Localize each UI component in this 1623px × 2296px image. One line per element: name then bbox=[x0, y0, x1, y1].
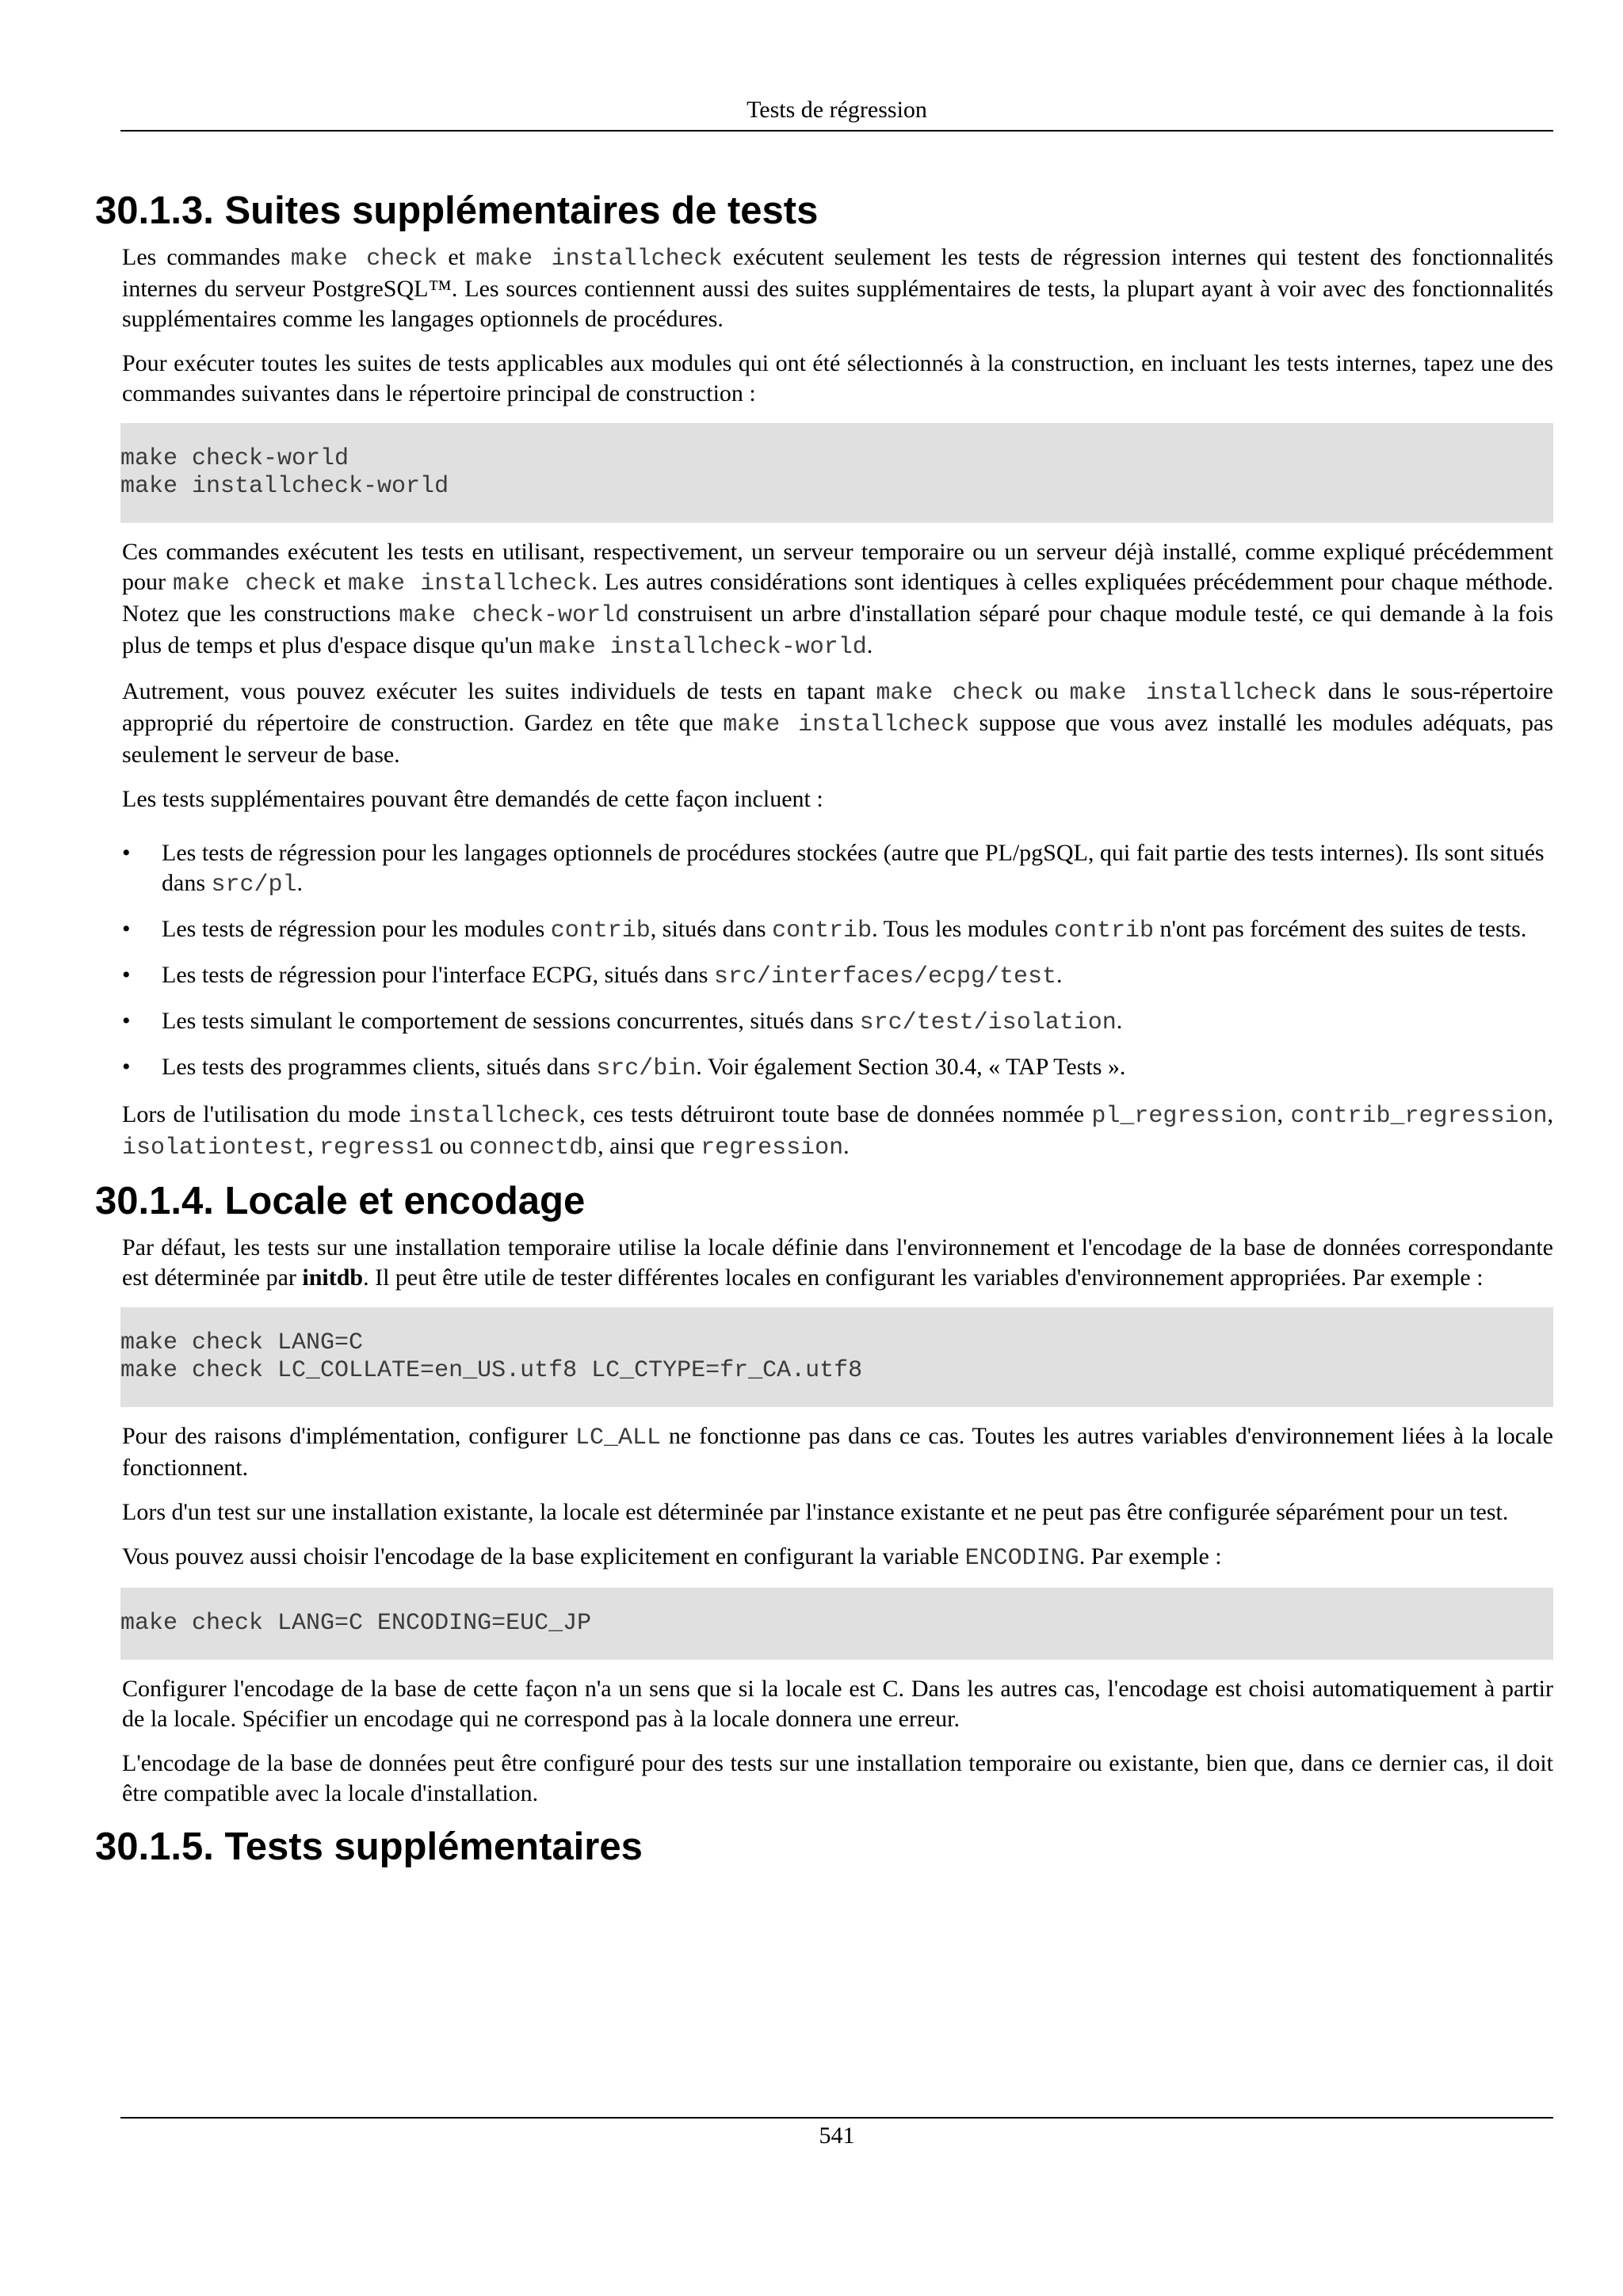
text: n'ont pas forcément des suites de tests. bbox=[1154, 916, 1527, 942]
paragraph bbox=[122, 677, 1553, 770]
text: ou bbox=[1023, 678, 1070, 704]
list-item bbox=[95, 838, 1553, 900]
paragraph bbox=[122, 1421, 1553, 1483]
text: ou bbox=[433, 1133, 470, 1159]
inline-code: contrib bbox=[550, 917, 651, 944]
bullet-icon: • bbox=[122, 840, 131, 866]
bullet-icon: • bbox=[122, 916, 131, 942]
text: , bbox=[1547, 1101, 1554, 1127]
inline-code: make check bbox=[172, 570, 317, 597]
command-name: initdb bbox=[302, 1264, 364, 1291]
text: construisent un arbre d'installation séparé pour chaque module testé, ce qui demande à la fois plus de temps et plus d'espace disque qu'un bbox=[122, 601, 1554, 658]
paragraph: L'encodage de la base de données peut être configuré pour des tests sur une installation temporaire ou existante, bien que, dans ce dernier cas, il doit être compatible avec la locale d'installation. bbox=[122, 1750, 1553, 1806]
text: Ces commandes exécutent les tests en utilisant, respectivement, un serveur temporaire ou un serveur déjà installé, comme expliqué précédemment pour bbox=[122, 539, 1553, 595]
text: ne fonctionne pas dans ce cas. Toutes les autres variables d'environnement liées à la locale fonctionnent. bbox=[122, 1423, 1553, 1481]
paragraph bbox=[122, 1542, 1553, 1573]
code-block: make check LANG=C make check LC_COLLATE=en_US.utf8 LC_CTYPE=fr_CA.utf8 bbox=[120, 1307, 1553, 1407]
text: . Tous les modules bbox=[872, 916, 1054, 942]
bullet-icon: • bbox=[122, 962, 131, 988]
inline-code: LC_ALL bbox=[575, 1425, 662, 1451]
text: . bbox=[1116, 1008, 1123, 1034]
paragraph bbox=[122, 1233, 1553, 1293]
text: Lors de l'utilisation du mode bbox=[122, 1101, 409, 1127]
paragraph: Les tests supplémentaires pouvant être demandés de cette façon incluent : bbox=[122, 786, 823, 812]
text: . Il peut être utile de tester différentes locales en configurant les variables d'environnement appropriées. Par exemple : bbox=[363, 1264, 1484, 1291]
inline-code: make installcheck bbox=[723, 711, 970, 738]
page-number: 541 bbox=[819, 2122, 855, 2149]
text: Autrement, vous pouvez exécuter les suites individuels de tests en tapant bbox=[122, 678, 876, 704]
section-body-30-1-3 bbox=[122, 242, 1553, 409]
section-body-30-1-4-cont bbox=[122, 1421, 1553, 1573]
text: et bbox=[316, 569, 348, 595]
text: . bbox=[1056, 962, 1063, 988]
text: , situés dans bbox=[650, 916, 773, 942]
section-body-30-1-3-cont bbox=[122, 537, 1553, 814]
inline-code: make installcheck bbox=[347, 570, 592, 597]
list-item bbox=[95, 1006, 1553, 1038]
inline-code: connectdb bbox=[469, 1135, 598, 1161]
text: et bbox=[437, 244, 476, 270]
section-body-30-1-4 bbox=[122, 1233, 1553, 1293]
text: Vous pouvez aussi choisir l'encodage de la base explicitement en configurant la variable bbox=[122, 1543, 965, 1569]
header-rule bbox=[120, 130, 1553, 132]
text: . Les autres considérations sont identiques à celles expliquées précédemment pour chaque méthode. Notez que les constructions bbox=[122, 569, 1554, 627]
section-heading-30-1-3: 30.1.3. Suites supplémentaires de tests bbox=[95, 189, 819, 232]
text: Pour des raisons d'implémentation, configurer bbox=[122, 1423, 576, 1449]
inline-code: isolationtest bbox=[122, 1135, 308, 1161]
inline-code: make installcheck-world bbox=[538, 634, 867, 661]
inline-code: src/test/isolation bbox=[859, 1009, 1117, 1036]
bullet-icon: • bbox=[122, 1008, 131, 1034]
section-heading-30-1-4: 30.1.4. Locale et encodage bbox=[95, 1180, 586, 1222]
inline-code: src/interfaces/ecpg/test bbox=[713, 963, 1056, 990]
text: . bbox=[296, 870, 304, 896]
inline-code: make check-world bbox=[399, 602, 629, 629]
text: , ainsi que bbox=[598, 1133, 701, 1159]
inline-code: pl_regression bbox=[1091, 1103, 1277, 1130]
section-heading-30-1-5: 30.1.5. Tests supplémentaires bbox=[95, 1825, 643, 1868]
list-item bbox=[95, 960, 1553, 992]
inline-code: src/bin bbox=[596, 1055, 697, 1082]
inline-code: make check bbox=[290, 246, 438, 273]
section-body-30-1-3-end bbox=[122, 1100, 1553, 1163]
list-item bbox=[95, 1052, 1553, 1084]
page-content bbox=[95, 187, 1553, 1878]
inline-code: src/pl bbox=[211, 871, 297, 898]
text: . Voir également Section 30.4, « TAP Tests ». bbox=[696, 1054, 1126, 1080]
paragraph: Lors d'un test sur une installation existante, la locale est déterminée par l'instance existante et ne peut pas être configurée séparément pour un test. bbox=[122, 1499, 1509, 1525]
paragraph: Configurer l'encodage de la base de cette façon n'a un sens que si la locale est C. Dans les autres cas, l'encodage est choisi automatiquement à partir de la locale. Spécifier un encodage qui ne correspond pas à la locale donnera une erreur. bbox=[122, 1676, 1553, 1732]
text: Les tests de régression pour l'interface ECPG, situés dans bbox=[162, 962, 714, 988]
inline-code: make installcheck bbox=[1069, 680, 1317, 707]
code-block: make check-world make installcheck-world bbox=[120, 423, 1553, 523]
text: exécutent seulement les tests de régression internes qui testent des fonctionnalités internes du serveur PostgreSQL™. Les sources contiennent aussi des suites supplémentaires de tests, la plupart ayant à voir avec des fonctionnalités supplémentaires comme les langages optionnels de procédures. bbox=[122, 244, 1554, 332]
text: Les tests de régression pour les langages optionnels de procédures stockées (autre que PL/pgSQL, qui fait partie des tests internes). Ils sont situés dans bbox=[162, 840, 1545, 896]
inline-code: installcheck bbox=[408, 1103, 580, 1130]
list-item bbox=[95, 914, 1553, 946]
bullet-list bbox=[95, 838, 1553, 1084]
bullet-icon: • bbox=[122, 1054, 131, 1080]
paragraph bbox=[122, 537, 1553, 662]
footer-rule bbox=[120, 2117, 1553, 2119]
text: . bbox=[866, 632, 873, 658]
paragraph: Pour exécuter toutes les suites de tests applicables aux modules qui ont été sélectionnés à la construction, en incluant les tests internes, tapez une des commandes suivantes dans le répertoire principal de construction : bbox=[122, 350, 1553, 406]
text: Les tests de régression pour les modules bbox=[162, 916, 551, 942]
inline-code: regress1 bbox=[319, 1135, 434, 1161]
text: . Par exemple : bbox=[1079, 1543, 1222, 1569]
text: Par défaut, les tests sur une installation temporaire utilise la locale définie dans l'environnement et l'encodage de la base de données correspondante est déterminée par bbox=[122, 1234, 1553, 1291]
text: Les tests des programmes clients, situés dans bbox=[162, 1054, 597, 1080]
inline-code: make installcheck bbox=[475, 246, 723, 273]
text: Les commandes bbox=[122, 244, 291, 270]
text: , bbox=[307, 1133, 320, 1159]
text: , ces tests détruiront toute base de données nommée bbox=[579, 1101, 1092, 1127]
inline-code: contrib_regression bbox=[1290, 1103, 1548, 1130]
paragraph bbox=[122, 242, 1553, 334]
text: suppose que vous avez installé les modules adéquats, pas seulement le serveur de base. bbox=[122, 710, 1553, 768]
code-block: make check LANG=C ENCODING=EUC_JP bbox=[120, 1588, 1553, 1660]
text: Les tests simulant le comportement de sessions concurrentes, situés dans bbox=[162, 1008, 860, 1034]
text: . bbox=[843, 1133, 850, 1159]
running-header: Tests de régression bbox=[747, 97, 927, 123]
section-body-30-1-4-end bbox=[122, 1674, 1553, 1809]
text: , bbox=[1277, 1101, 1291, 1127]
text: dans le sous-répertoire approprié du répertoire de construction. Gardez en tête que bbox=[122, 678, 1553, 736]
paragraph bbox=[122, 1100, 1553, 1163]
inline-code: contrib bbox=[772, 917, 873, 944]
inline-code: contrib bbox=[1054, 917, 1155, 944]
inline-code: make check bbox=[876, 680, 1024, 707]
inline-code: regression bbox=[701, 1135, 844, 1161]
inline-code: ENCODING bbox=[964, 1545, 1079, 1572]
